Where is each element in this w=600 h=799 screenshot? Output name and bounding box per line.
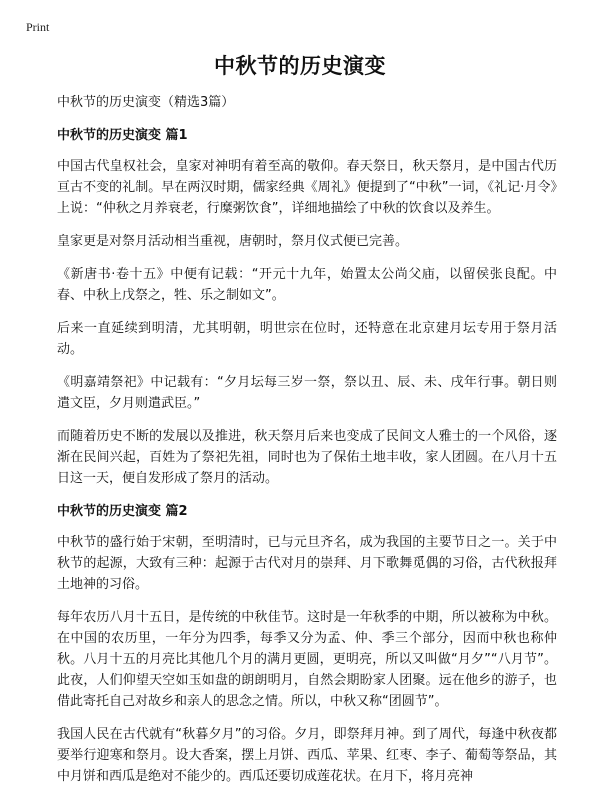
document-body	[57, 92, 557, 799]
document-subtitle: 中秋节的历史演变（精选3篇）	[57, 95, 235, 110]
paragraph: 我国人民在古代就有“秋暮夕月”的习俗。夕月，即祭拜月神。到了周代，每逢中秋夜都要举行迎寒和祭月。设大香案，摆上月饼、西瓜、苹果、红枣、李子、葡萄等祭品，其中月饼和西瓜是绝对不能少的。西瓜还要切成莲花状。在月下，将月亮神	[57, 727, 557, 784]
section-heading-1: 中秋节的历史演变 篇1	[57, 128, 188, 143]
paragraph: 中国古代皇权社会，皇家对神明有着至高的敬仰。春天祭日，秋天祭月，是中国古代历亘古不变的礼制。早在两汉时期，儒家经典《周礼》便提到了“中秋”一词，《礼记·月令》上说：“仲秋之月养衰老，行糜粥饮食”，详细地描绘了中秋的饮食以及养生。	[57, 159, 557, 216]
paragraph: 皇家更是对祭月活动相当重视，唐朝时，祭月仪式便已完善。	[57, 234, 409, 249]
paragraph: 《新唐书·卷十五》中便有记载：“开元十九年，始置太公尚父庙，以留侯张良配。中春、中秋上戊祭之，牲、乐之制如文”。	[57, 267, 557, 303]
section-heading-2: 中秋节的历史演变 篇2	[57, 504, 188, 519]
paragraph: 中秋节的盛行始于宋朝，至明清时，已与元旦齐名，成为我国的主要节日之一。关于中秋节的起源，大致有三种：起源于古代对月的崇拜、月下歌舞觅偶的习俗，古代秋报拜土地神的习俗。	[57, 535, 557, 592]
paragraph: 后来一直延续到明清，尤其明朝，明世宗在位时，还特意在北京建月坛专用于祭月活动。	[57, 321, 557, 357]
paragraph: 每年农历八月十五日，是传统的中秋佳节。这时是一年秋季的中期，所以被称为中秋。在中国的农历里，一年分为四季，每季又分为孟、仲、季三个部分，因而中秋也称仲秋。八月十五的月亮比其他几个月的满月更圆，更明亮，所以又叫做“月夕”“八月节”。此夜，人们仰望天空如玉如盘的朗朗明月，自然会期盼家人团聚。远在他乡的游子，也借此寄托自己对故乡和亲人的思念之情。所以，中秋又称“团圆节”。	[57, 610, 557, 709]
page-title: 中秋节的历史演变	[214, 54, 386, 78]
paragraph: 而随着历史不断的发展以及推进，秋天祭月后来也变成了民间文人雅士的一个风俗，逐渐在民间兴起，百姓为了祭祀先祖，同时也为了保佑土地丰收，家人团圆。在八月十五日这一天，便自发形成了祭月的活动。	[57, 429, 557, 486]
paragraph: 《明嘉靖祭祀》中记载有：“夕月坛每三岁一祭，祭以丑、辰、未、戌年行事。朝日则遣文臣，夕月则遣武臣。”	[57, 375, 557, 411]
print-label[interactable]: Print	[26, 20, 50, 34]
